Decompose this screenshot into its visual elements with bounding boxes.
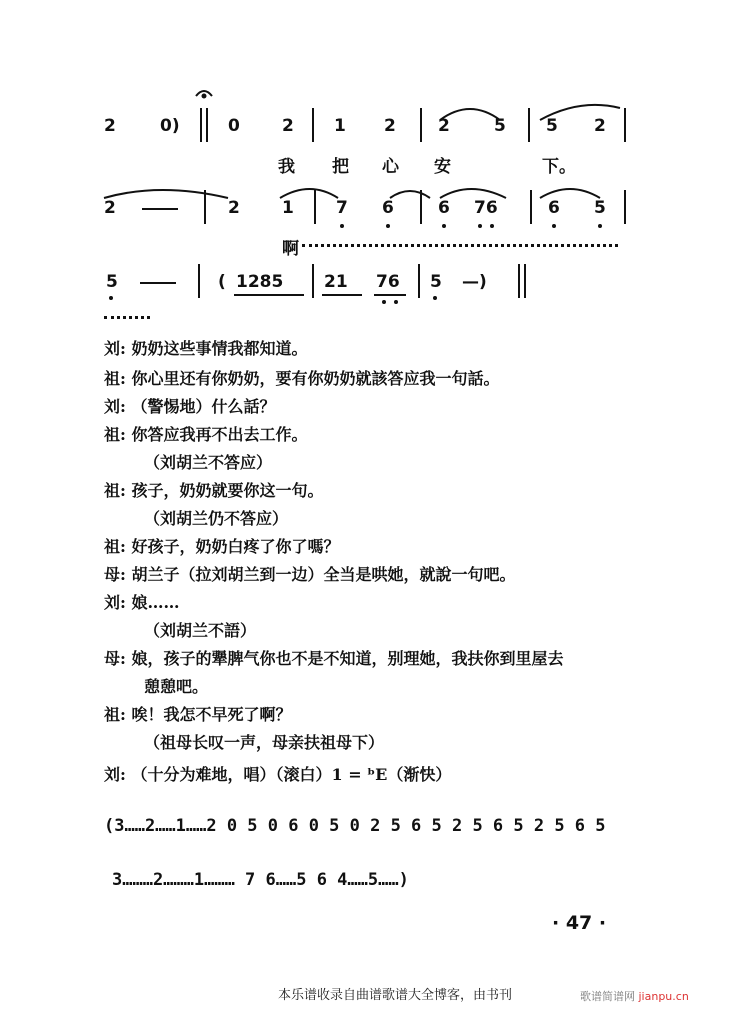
dot	[386, 224, 390, 228]
barline	[420, 190, 422, 224]
stage-direction: （刘胡兰不答应）	[144, 453, 273, 472]
continuation-dots	[104, 316, 150, 319]
note: 0	[228, 116, 240, 136]
barline	[312, 264, 314, 298]
dot	[442, 224, 446, 228]
note: (	[218, 272, 226, 292]
note: 5	[494, 116, 506, 136]
dialogue-line: 刘: （警惕地）什么話？	[104, 397, 276, 416]
note: —)	[462, 272, 487, 292]
barline	[528, 108, 530, 142]
footer-site-name: 歌谱简谱网	[580, 990, 635, 1003]
music-line-2: 3………2………1……… 7 6……5 6 4……5……)	[112, 870, 409, 890]
barline	[624, 190, 626, 224]
note: 0)	[160, 116, 180, 136]
dialogue-line: 祖: 你心里还有你奶奶，要有你奶奶就該答应我一句話。	[104, 369, 500, 388]
dialogue-line: 祖: 唉！我怎不早死了啊？	[104, 705, 292, 724]
dialogue-line: 祖: 你答应我再不出去工作。	[104, 425, 308, 444]
dialogue-continuation: 憩憩吧。	[144, 677, 209, 696]
note: 1	[282, 198, 294, 218]
dash	[140, 282, 176, 284]
note: 2	[104, 116, 116, 136]
dot	[598, 224, 602, 228]
note: 2	[594, 116, 606, 136]
footer-url: jianpu.cn	[638, 990, 689, 1003]
lyric: 啊	[282, 239, 299, 259]
note: 76	[474, 198, 498, 218]
dialogue-line: 祖: 好孩子，奶奶白疼了你了嗎？	[104, 537, 340, 556]
note: 2	[104, 198, 116, 218]
lyric: 把	[332, 157, 349, 177]
note: 6	[438, 198, 450, 218]
slur-3	[104, 190, 228, 198]
note: 2	[282, 116, 294, 136]
note: 7	[336, 198, 348, 218]
dot	[490, 224, 494, 228]
note: 6	[382, 198, 394, 218]
note: 6	[548, 198, 560, 218]
slur-4	[280, 189, 338, 198]
dialogue-line: 刘: 奶奶这些事情我都知道。	[104, 339, 308, 358]
note: 5	[430, 272, 442, 292]
dot	[109, 296, 113, 300]
footer-site	[580, 988, 689, 1004]
barline	[518, 264, 520, 298]
barline	[206, 108, 208, 142]
lyric: 我	[278, 157, 295, 177]
dash	[142, 208, 178, 210]
barline	[312, 108, 314, 142]
slur-5	[390, 191, 430, 198]
melisma-dots	[302, 244, 618, 247]
fermata-dot	[202, 94, 207, 99]
barline	[420, 108, 422, 142]
dot	[394, 300, 398, 304]
footer-text: 本乐谱收录自曲谱歌谱大全博客，由书刊	[278, 988, 513, 1003]
barline	[198, 264, 200, 298]
barline	[314, 190, 316, 224]
slur-6	[440, 189, 506, 198]
dialogue-line: 刘: 娘……	[104, 593, 180, 612]
underline	[322, 294, 362, 296]
dot	[382, 300, 386, 304]
lyric: 心	[382, 157, 399, 177]
underline	[234, 294, 304, 296]
dialogue-line: 母: 胡兰子（拉刘胡兰到一边）全当是哄她，就說一句吧。	[104, 565, 516, 584]
dot	[552, 224, 556, 228]
stage-direction: （祖母长叹一声，母亲扶祖母下）	[144, 733, 385, 752]
lyric: 下。	[542, 157, 576, 177]
stage-direction: （刘胡兰仍不答应）	[144, 509, 289, 528]
dot	[340, 224, 344, 228]
page-number: · 47 ·	[552, 912, 607, 934]
note: 1	[334, 116, 346, 136]
barline	[418, 264, 420, 298]
barline	[204, 190, 206, 224]
stage-direction: （刘胡兰不語）	[144, 621, 257, 640]
barline	[624, 108, 626, 142]
dialogue-line: 刘: （十分为难地，唱）（滚白）1 = ᵇE（渐快）	[104, 765, 452, 784]
barline	[524, 264, 526, 298]
dialogue-line: 母: 娘，孩子的犟脾气你也不是不知道，别理她，我扶你到里屋去	[104, 649, 564, 668]
barline	[530, 190, 532, 224]
note: 2	[384, 116, 396, 136]
note: 5	[546, 116, 558, 136]
dot	[478, 224, 482, 228]
note: 2	[438, 116, 450, 136]
note: 21	[324, 272, 348, 292]
note: 2	[228, 198, 240, 218]
underline	[374, 294, 406, 296]
lyric: 安	[434, 157, 451, 177]
note: 76	[376, 272, 400, 292]
note: 1285	[236, 272, 284, 292]
dialogue-line: 祖: 孩子，奶奶就要你这一句。	[104, 481, 324, 500]
note: 5	[594, 198, 606, 218]
music-line-1: (3……2……1……2 0 5 0 6 0 5 0 2 5 6 5 2 5 6 5 2 5 6 5	[104, 816, 606, 836]
barline	[200, 108, 202, 142]
dot	[433, 296, 437, 300]
note: 5	[106, 272, 118, 292]
slur-7	[540, 189, 600, 198]
